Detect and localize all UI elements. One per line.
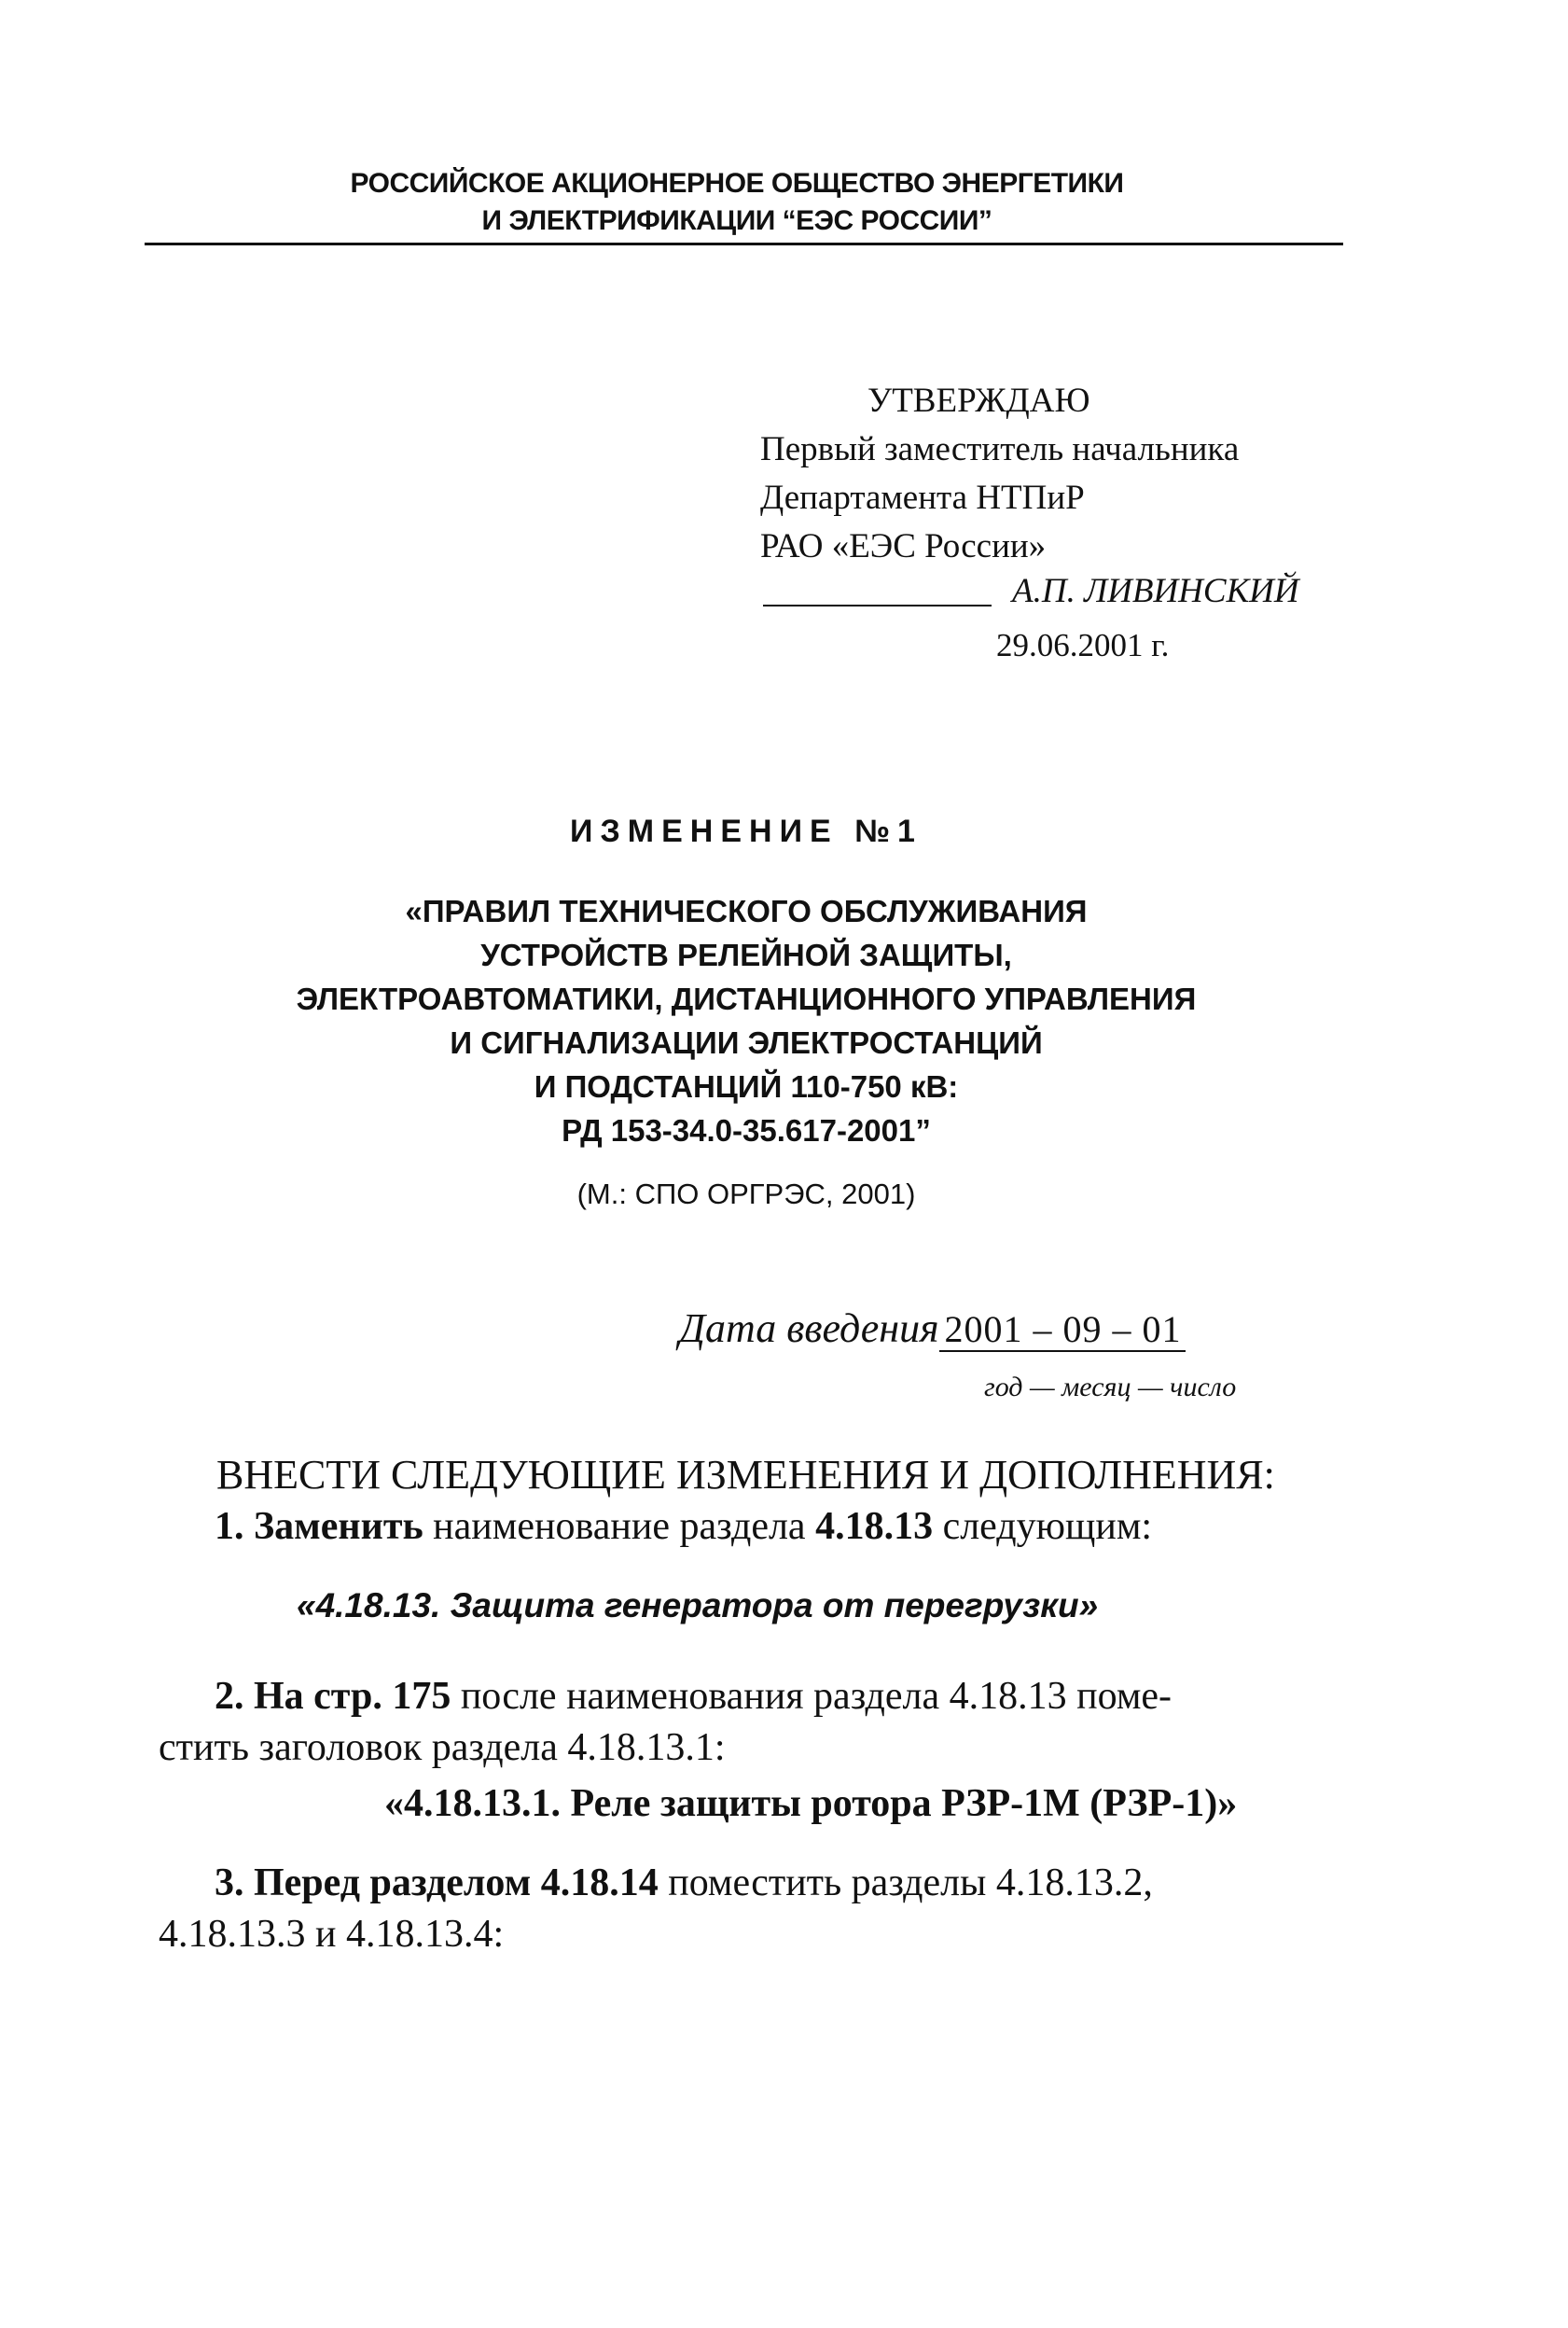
item-2-page: На стр. 175 xyxy=(254,1675,451,1718)
item-3-continuation: 4.18.13.3 и 4.18.13.4: xyxy=(159,1913,505,1956)
document-title-line5: И ПОДСТАНЦИЙ 110-750 кВ: xyxy=(534,1069,959,1104)
item-2-number: 2. xyxy=(215,1675,244,1718)
document-title-line3: ЭЛЕКТРОАВТОМАТИКИ, ДИСТАНЦИОННОГО УПРАВЛЕНИЯ xyxy=(296,982,1197,1016)
organization-name-line1: РОССИЙСКОЕ АКЦИОНЕРНОЕ ОБЩЕСТВО ЭНЕРГЕТИКИ xyxy=(350,168,1124,199)
changes-heading: ВНЕСТИ СЛЕДУЮЩИЕ ИЗМЕНЕНИЯ И ДОПОЛНЕНИЯ: xyxy=(216,1452,1275,1498)
item-2-continuation: стить заголовок раздела 4.18.13.1: xyxy=(159,1726,726,1769)
document-title-line6: РД 153-34.0-35.617-2001” xyxy=(562,1113,931,1148)
item-1 xyxy=(215,1500,1152,1553)
intro-date-format-hint: год — месяц — число xyxy=(984,1372,1237,1402)
header-rule xyxy=(145,243,1343,245)
intro-date-label: Дата введения xyxy=(679,1305,939,1351)
document-title-line2: УСТРОЙСТВ РЕЛЕЙНОЙ ЗАЩИТЫ, xyxy=(480,938,1012,972)
intro-date-value: 2001 – 09 – 01 xyxy=(939,1308,1186,1352)
signature-line xyxy=(763,605,992,606)
approval-position-line3: РАО «ЕЭС России» xyxy=(760,527,1047,565)
intro-date-row xyxy=(679,1304,1186,1352)
document-title-line4: И СИГНАЛИЗАЦИИ ЭЛЕКТРОСТАНЦИЙ xyxy=(450,1025,1043,1060)
item-3 xyxy=(215,1857,1153,1909)
item-3-text: поместить разделы 4.18.13.2, xyxy=(668,1861,1153,1904)
item-2-new-heading: «4.18.13.1. Реле защиты ротора РЗР-1М (РЗР-1)» xyxy=(384,1782,1238,1825)
publisher-note: (М.: СПО ОРГРЭС, 2001) xyxy=(576,1178,916,1210)
item-1-new-title: «4.18.13. Защита генератора от перегрузки» xyxy=(297,1586,1099,1624)
approval-signatory: А.П. ЛИВИНСКИЙ xyxy=(1012,572,1299,610)
item-1-number: 1. xyxy=(215,1505,244,1548)
item-2 xyxy=(215,1670,1172,1722)
item-1-section: 4.18.13 xyxy=(815,1505,934,1548)
item-3-before: Перед разделом 4.18.14 xyxy=(254,1861,659,1904)
item-1-text: наименование раздела xyxy=(433,1505,806,1548)
item-1-text-end: следующим: xyxy=(942,1505,1153,1548)
item-2-text: после наименования раздела 4.18.13 поме- xyxy=(460,1675,1173,1718)
item-1-action: Заменить xyxy=(254,1505,423,1548)
approval-heading: УТВЕРЖДАЮ xyxy=(867,382,1090,420)
item-3-number: 3. xyxy=(215,1861,244,1904)
document-title-line1: «ПРАВИЛ ТЕХНИЧЕСКОГО ОБСЛУЖИВАНИЯ xyxy=(405,894,1088,928)
organization-name-line2: И ЭЛЕКТРИФИКАЦИИ “ЕЭС РОССИИ” xyxy=(481,205,992,236)
approval-date: 29.06.2001 г. xyxy=(996,627,1170,663)
approval-position-line1: Первый заместитель начальника xyxy=(760,430,1240,468)
approval-position-line2: Департамента НТПиР xyxy=(760,479,1085,517)
change-number-title: ИЗМЕНЕНИЕ №1 xyxy=(570,814,923,849)
